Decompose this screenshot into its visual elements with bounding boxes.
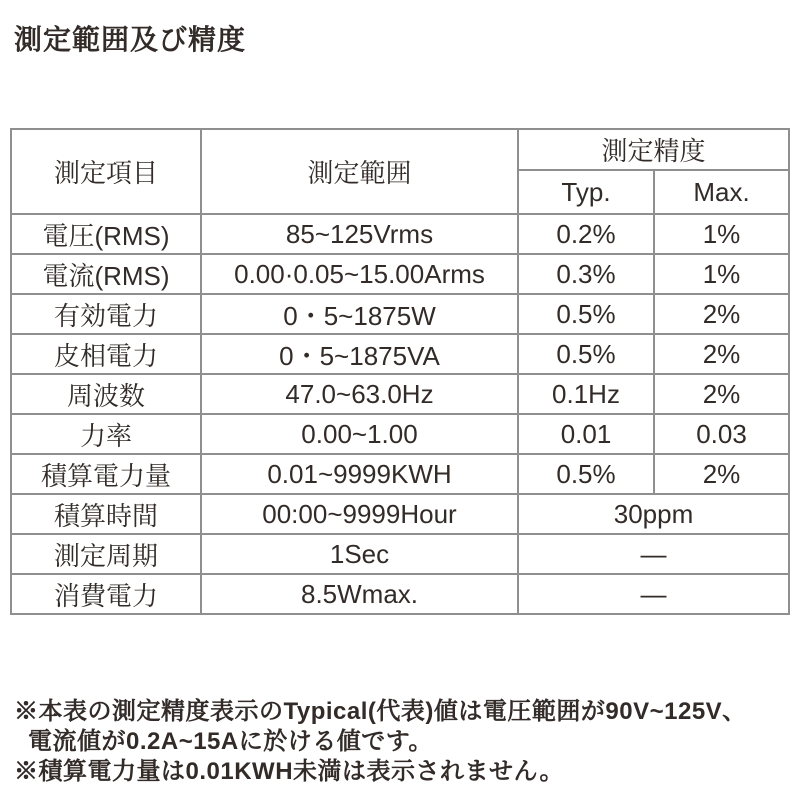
table-row	[11, 294, 789, 334]
accuracy-span-cell: —	[518, 574, 789, 614]
header-max: Max.	[654, 170, 789, 214]
item-cell: 積算電力量	[11, 454, 201, 494]
max-cell: 1%	[654, 214, 789, 254]
item-cell: 皮相電力	[11, 334, 201, 374]
range-cell: 8.5Wmax.	[201, 574, 518, 614]
page-title: 測定範囲及び精度	[14, 24, 247, 55]
typ-cell: 0.5%	[518, 334, 654, 374]
typ-cell: 0.2%	[518, 214, 654, 254]
range-cell: 0.01~9999KWH	[201, 454, 518, 494]
item-cell: 積算時間	[11, 494, 201, 534]
range-cell: 0.00·0.05~15.00Arms	[201, 254, 518, 294]
item-cell: 有効電力	[11, 294, 201, 334]
footnote-line: ※積算電力量は0.01KWH未満は表示されません。	[14, 758, 564, 785]
table-row	[11, 574, 789, 614]
item-cell: 力率	[11, 414, 201, 454]
footnotes	[14, 697, 747, 787]
range-cell: 0.00~1.00	[201, 414, 518, 454]
typ-cell: 0.5%	[518, 294, 654, 334]
range-cell: 47.0~63.0Hz	[201, 374, 518, 414]
table-row	[11, 494, 789, 534]
table-row	[11, 214, 789, 254]
item-cell: 消費電力	[11, 574, 201, 614]
item-cell: 電圧(RMS)	[11, 214, 201, 254]
item-cell: 電流(RMS)	[11, 254, 201, 294]
accuracy-span-cell: 30ppm	[518, 494, 789, 534]
measurement-spec-table	[10, 128, 790, 615]
max-cell: 2%	[654, 374, 789, 414]
header-range: 測定範囲	[201, 129, 518, 214]
range-cell: 85~125Vrms	[201, 214, 518, 254]
max-cell: 2%	[654, 294, 789, 334]
max-cell: 1%	[654, 254, 789, 294]
typ-cell: 0.3%	[518, 254, 654, 294]
typ-cell: 0.5%	[518, 454, 654, 494]
table-row	[11, 254, 789, 294]
range-cell: 0・5~1875VA	[201, 334, 518, 374]
table-row	[11, 374, 789, 414]
range-cell: 00:00~9999Hour	[201, 494, 518, 534]
footnote-line: 電流値が0.2A~15Aに於ける値です。	[28, 728, 433, 755]
table-row	[11, 334, 789, 374]
max-cell: 2%	[654, 334, 789, 374]
table-row	[11, 454, 789, 494]
max-cell: 0.03	[654, 414, 789, 454]
typ-cell: 0.01	[518, 414, 654, 454]
range-cell: 1Sec	[201, 534, 518, 574]
accuracy-span-cell: —	[518, 534, 789, 574]
header-item: 測定項目	[11, 129, 201, 214]
header-typ: Typ.	[518, 170, 654, 214]
table-row	[11, 534, 789, 574]
typ-cell: 0.1Hz	[518, 374, 654, 414]
table-header-row	[11, 129, 789, 170]
header-accuracy: 測定精度	[518, 129, 789, 170]
item-cell: 周波数	[11, 374, 201, 414]
max-cell: 2%	[654, 454, 789, 494]
footnote-line: ※本表の測定精度表示のTypical(代表)値は電圧範囲が90V~125V、	[14, 698, 747, 725]
range-cell: 0・5~1875W	[201, 294, 518, 334]
table-row	[11, 414, 789, 454]
item-cell: 測定周期	[11, 534, 201, 574]
